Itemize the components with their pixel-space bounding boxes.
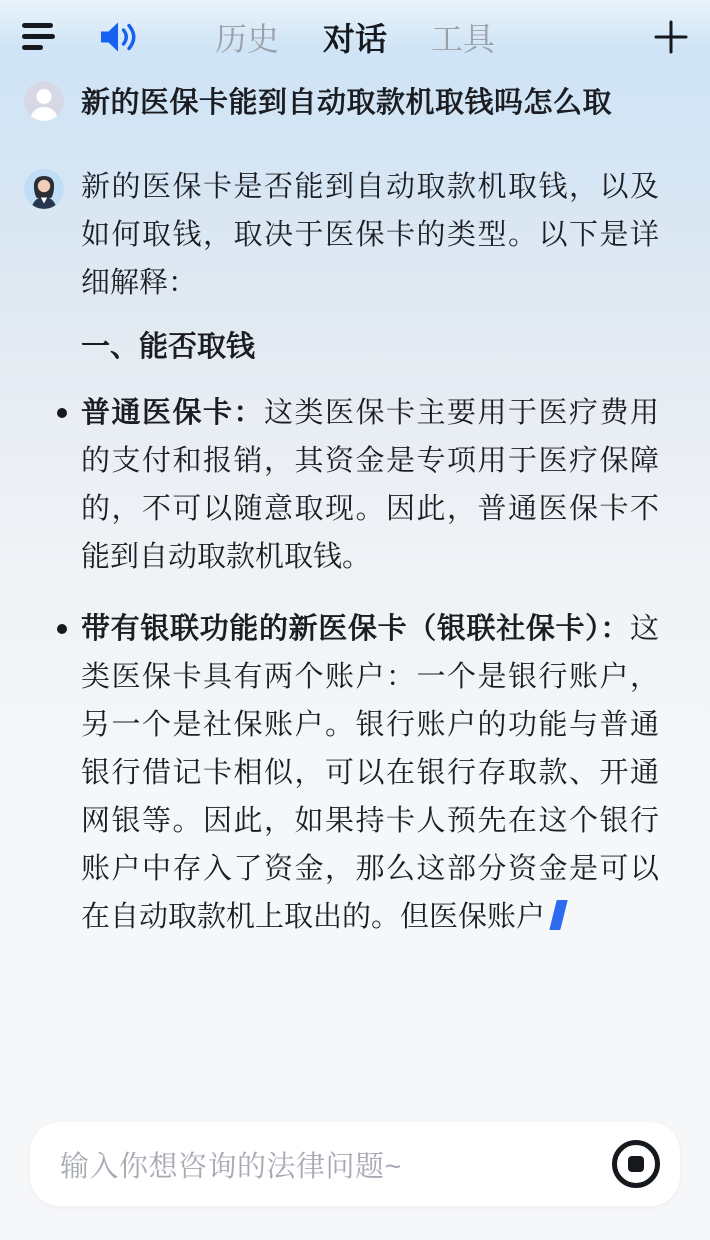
menu-icon[interactable] — [22, 22, 56, 52]
topbar-left-group — [22, 19, 138, 55]
chat-area — [0, 74, 710, 941]
bullet-text: 这类医保卡主要用于医疗费用的支付和报销，其资金是专项用于医疗保障的，不可以随意取现。因此，普通医保卡不能到自动取款机取钱。 — [81, 397, 659, 573]
topbar — [0, 0, 710, 74]
bullet-lead: 带有银联功能的新医保卡（银联社保卡）： — [81, 613, 630, 645]
message-input[interactable] — [30, 1122, 680, 1206]
tab-dialogue[interactable]: 对话 — [323, 14, 387, 60]
stop-icon — [628, 1156, 644, 1172]
user-message-row — [24, 80, 686, 121]
assistant-avatar — [24, 169, 64, 209]
input-placeholder: 输入你想咨询的法律问题~ — [60, 1150, 402, 1183]
stop-button[interactable] — [612, 1140, 660, 1188]
bullet-lead: 普通医保卡： — [81, 397, 264, 429]
user-avatar — [24, 81, 64, 121]
speaker-icon[interactable] — [98, 19, 138, 55]
bullet-item-ordinary-card — [81, 389, 659, 581]
section-heading: 一、能否取钱 — [81, 331, 256, 363]
bullet-text: 这类医保卡具有两个账户：一个是银行账户，另一个是社保账户。银行账户的功能与普通银行借记卡相似，可以在银行存取款、开通网银等。因此，如果持卡人预先在这个银行账户中存入了资金，那么这部分资金是可以在自动取款机上取出的。但医保账户 — [81, 613, 659, 933]
bullet-item-unionpay-card — [81, 605, 659, 941]
speaker-icon-glyph — [98, 19, 138, 55]
assistant-message-content — [81, 163, 659, 941]
assistant-message-row — [24, 163, 686, 941]
user-message-text: 新的医保卡能到自动取款机取钱吗怎么取 — [81, 87, 613, 119]
tab-bar — [215, 0, 495, 74]
bullet-list — [81, 389, 659, 941]
typing-cursor — [549, 900, 567, 930]
plus-icon[interactable] — [654, 20, 688, 54]
menu-icon-glyph — [22, 22, 56, 52]
tab-tools[interactable]: 工具 — [431, 14, 495, 60]
person-silhouette-icon — [24, 81, 64, 121]
assistant-avatar-image — [24, 169, 64, 209]
tab-history[interactable]: 历史 — [215, 14, 279, 60]
assistant-intro-paragraph: 新的医保卡是否能到自动取款机取钱，以及如何取钱，取决于医保卡的类型。以下是详细解释： — [81, 171, 659, 299]
composer — [0, 1122, 710, 1240]
plus-icon-glyph — [654, 20, 688, 54]
